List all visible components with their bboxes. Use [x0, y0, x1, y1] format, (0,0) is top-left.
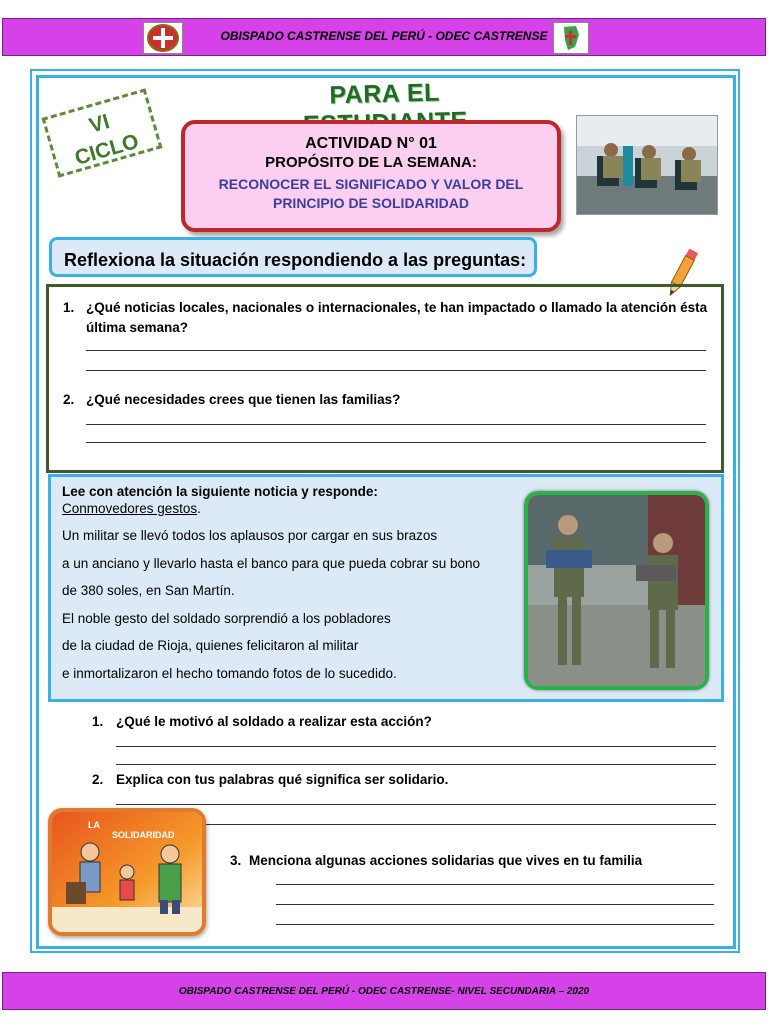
footer-bar: [2, 972, 766, 1010]
reflect-heading: Reflexiona la situación respondiendo a las preguntas:: [49, 237, 537, 277]
cycle-badge-line1: VI: [86, 110, 113, 138]
question-1-text-cont: última semana?: [86, 320, 189, 335]
footer-text: OBISPADO CASTRENSE DEL PERÚ - ODEC CASTRENSE- NIVEL SECUNDARIA – 2020: [178, 986, 590, 997]
news-headline: Conmovedores gestos: [62, 501, 198, 516]
answer-line[interactable]: [276, 924, 714, 925]
answer-line[interactable]: [116, 746, 716, 747]
news-line: e inmortalizaron el hecho tomando fotos de lo sucedido.: [62, 666, 397, 681]
purpose-line-1: RECONOCER EL SIGNIFICADO Y VALOR DEL: [218, 176, 524, 192]
news-line: Un militar se llevó todos los aplausos por cargar en sus brazos: [62, 528, 438, 543]
news-line: El noble gesto del soldado sorprendió a los pobladores: [62, 611, 391, 626]
question-b2-text: Explica con tus palabras qué significa ser solidario.: [116, 772, 449, 787]
solidarity-word: SOLIDARIDAD: [112, 830, 175, 840]
answer-line[interactable]: [116, 764, 716, 765]
news-intro: Lee con atención la siguiente noticia y responde:: [62, 484, 378, 499]
answer-line[interactable]: [86, 424, 706, 425]
soldiers-donating-photo: [576, 115, 718, 215]
news-line: de 380 soles, en San Martín.: [62, 583, 235, 598]
news-line: a un anciano y llevarlo hasta el banco para que pueda cobrar su bono: [62, 556, 481, 571]
answer-line[interactable]: [116, 804, 716, 805]
question-b2-number: 2.: [92, 772, 104, 787]
odec-logo: [553, 22, 589, 54]
header-bar: [2, 18, 766, 56]
news-line: de la ciudad de Rioja, quienes felicitaron al militar: [62, 638, 359, 653]
answer-line[interactable]: [86, 370, 706, 371]
solidarity-la: LA: [88, 820, 100, 830]
question-1-text: ¿Qué noticias locales, nacionales o internacionales, te han impactado o llamado la atención ésta: [86, 300, 708, 315]
news-headline-period: .: [197, 501, 201, 516]
purpose-line-2: PRINCIPIO DE SOLIDARIDAD: [272, 195, 469, 211]
answer-line[interactable]: [200, 824, 716, 825]
question-2-text: ¿Qué necesidades crees que tienen las familias?: [86, 392, 401, 407]
news-headline-wrap: [62, 501, 201, 516]
question-b1-number: 1.: [92, 714, 104, 729]
soldier-carrying-elder-photo: [524, 491, 709, 690]
purpose-box: [181, 120, 561, 232]
answer-line[interactable]: [276, 904, 714, 905]
purpose-label: PROPÓSITO DE LA SEMANA:: [265, 154, 477, 171]
answer-line[interactable]: [86, 442, 706, 443]
solidarity-illustration: [48, 808, 206, 936]
answer-line[interactable]: [86, 350, 706, 351]
question-b3-text: Menciona algunas acciones solidarias que vives en tu familia: [249, 853, 643, 868]
cycle-badge-line2: CICLO: [72, 129, 142, 170]
answer-line[interactable]: [276, 884, 714, 885]
page-title: PARA EL: [329, 78, 441, 110]
activity-number: ACTIVIDAD N° 01: [305, 135, 437, 152]
question-b3-number: 3.: [230, 853, 242, 868]
question-2-number: 2.: [63, 392, 75, 407]
question-b1-text: ¿Qué le motivó al soldado a realizar esta acción?: [116, 714, 432, 729]
header-title: OBISPADO CASTRENSE DEL PERÚ - ODEC CASTRENSE: [220, 29, 548, 43]
question-1-number: 1.: [63, 300, 75, 315]
